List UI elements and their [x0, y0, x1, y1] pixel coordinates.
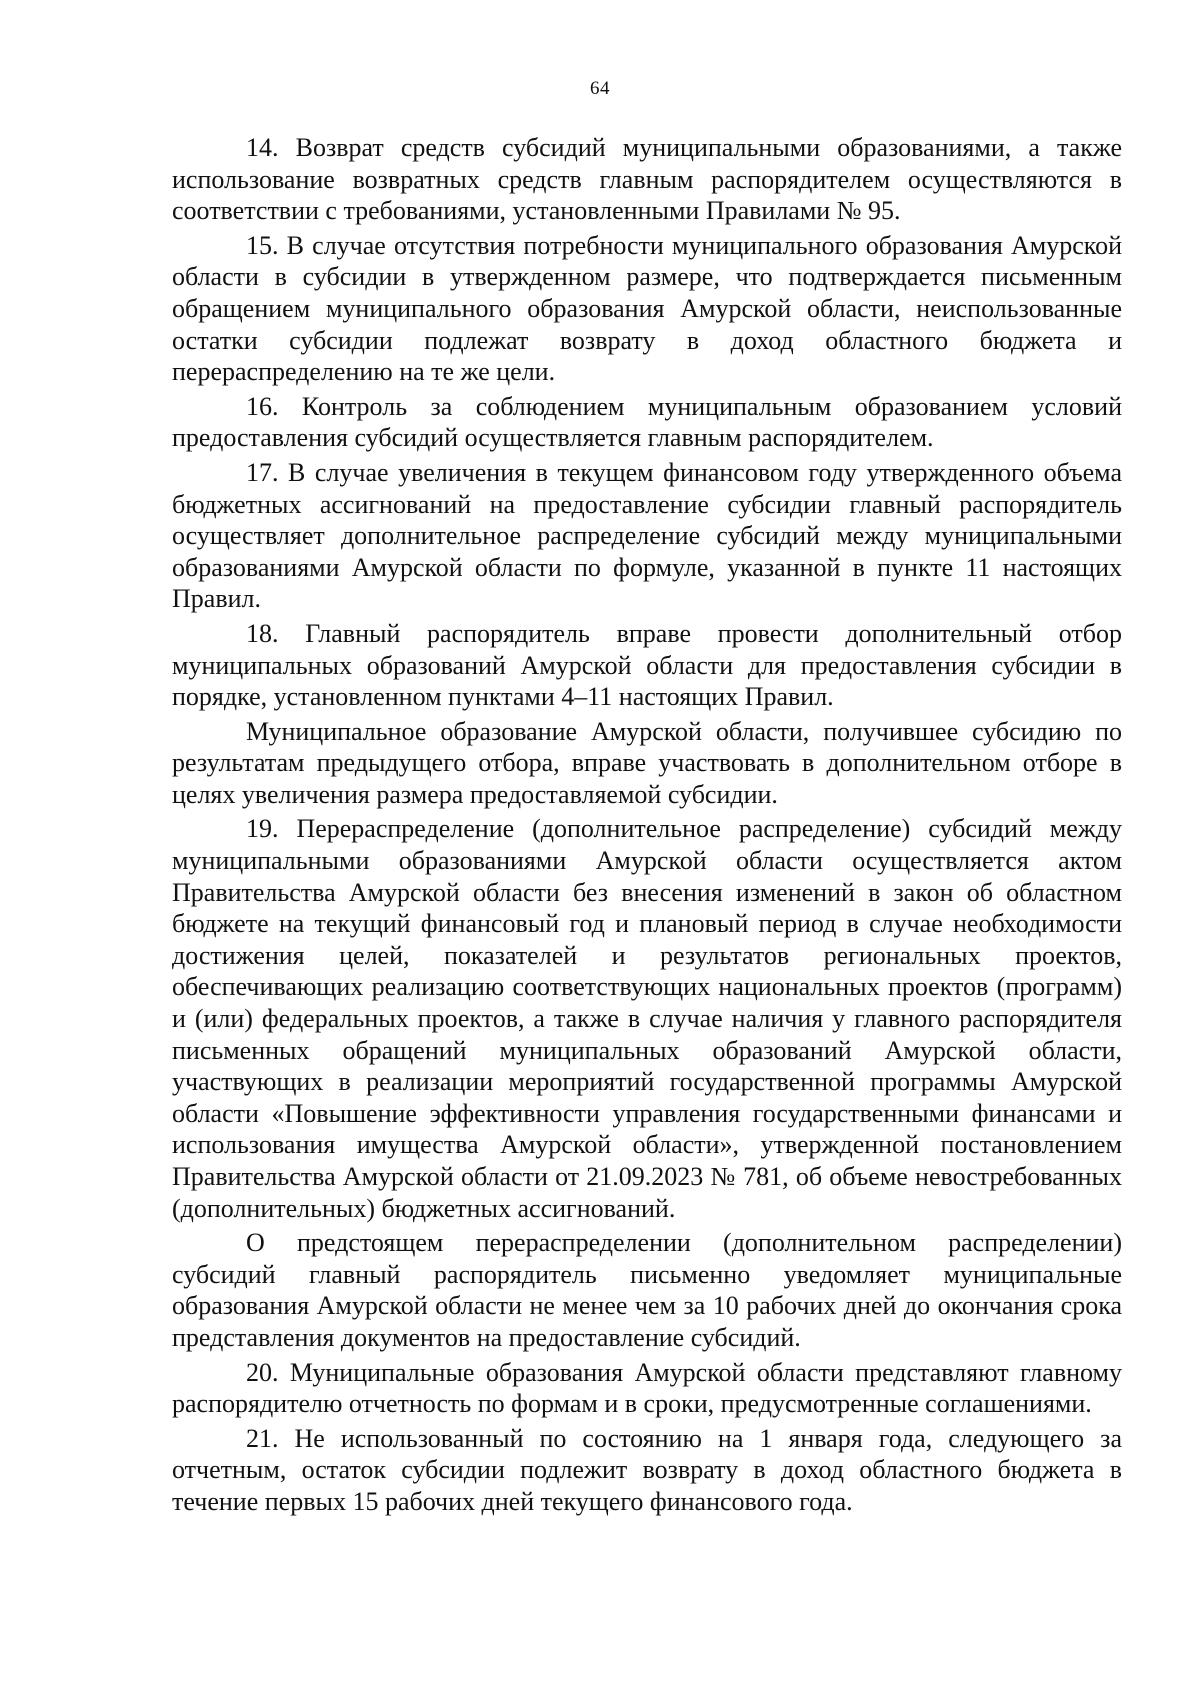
paragraph-19-continuation: О предстоящем перераспределении (дополнительном распределении) субсидий главный распорядитель письменно уведомляет муниципальные образования Амурской области не менее чем за 10 рабочих дней до окончания срока представления документов на предоставление субсидий. — [172, 1228, 1122, 1352]
paragraph-21: 21. Не использованный по состоянию на 1 января года, следующего за отчетным, остаток субсидии подлежит возврату в доход областного бюджета в течение первых 15 рабочих дней текущего финансового года. — [172, 1423, 1122, 1516]
paragraph-18: 18. Главный распорядитель вправе провести дополнительный отбор муниципальных образований Амурской области для предоставления субсидии в порядке, установленном пунктами 4–11 настоящих Правил. — [172, 618, 1122, 712]
document-body — [172, 132, 1122, 1521]
paragraph-14: 14. Возврат средств субсидий муниципальными образованиями, а также использование возвратных средств главным распорядителем осуществляются в соответствии с требованиями, установленными Правилами № 95. — [172, 133, 1122, 226]
paragraph-17: 17. В случае увеличения в текущем финансовом году утвержденного объема бюджетных ассигнований на предоставление субсидии главный распорядитель осуществляет дополнительное распределение субсидий между муниципальными образованиями Амурской области по формуле, указанной в пункте 11 настоящих Правил. — [172, 457, 1122, 614]
page-number: 64 — [590, 78, 610, 99]
paragraph-18-continuation: Муниципальное образование Амурской области, получившее субсидию по результатам предыдущего отбора, вправе участвовать в дополнительном отборе в целях увеличения размера предоставляемой субсидии. — [172, 716, 1122, 809]
paragraph-19: 19. Перераспределение (дополнительное распределение) субсидий между муниципальными образованиями Амурской области осуществляется актом Правительства Амурской области без внесения изменений в закон об областном бюджете на текущий финансовый год и плановый период в случае необходимости достижения целей, показателей и результатов региональных проектов, обеспечивающих реализацию соответствующих национальных проектов (программ) и (или) федеральных проектов, а также в случае наличия у главного распорядителя письменных обращений муниципальных образований Амурской области, участвующих в реализации мероприятий государственной программы Амурской области «Повышение эффективности управления государственными финансами и использования имущества Амурской области», утвержденной постановлением Правительства Амурской области от 21.09.2023 № 781, об объеме невостребованных (дополнительных) бюджетных ассигнований. — [172, 814, 1122, 1223]
paragraph-16: 16. Контроль за соблюдением муниципальным образованием условий предоставления субсидий осуществляется главным распорядителем. — [172, 391, 1122, 453]
paragraph-15: 15. В случае отсутствия потребности муниципального образования Амурской области в субсидии в утвержденном размере, что подтверждается письменным обращением муниципального образования Амурской области, неиспользованные остатки субсидии подлежат возврату в доход областного бюджета и перераспределению на те же цели. — [172, 230, 1122, 387]
paragraph-20: 20. Муниципальные образования Амурской области представляют главному распорядителю отчетность по формам и в сроки, предусмотренные соглашениями. — [172, 1357, 1122, 1419]
